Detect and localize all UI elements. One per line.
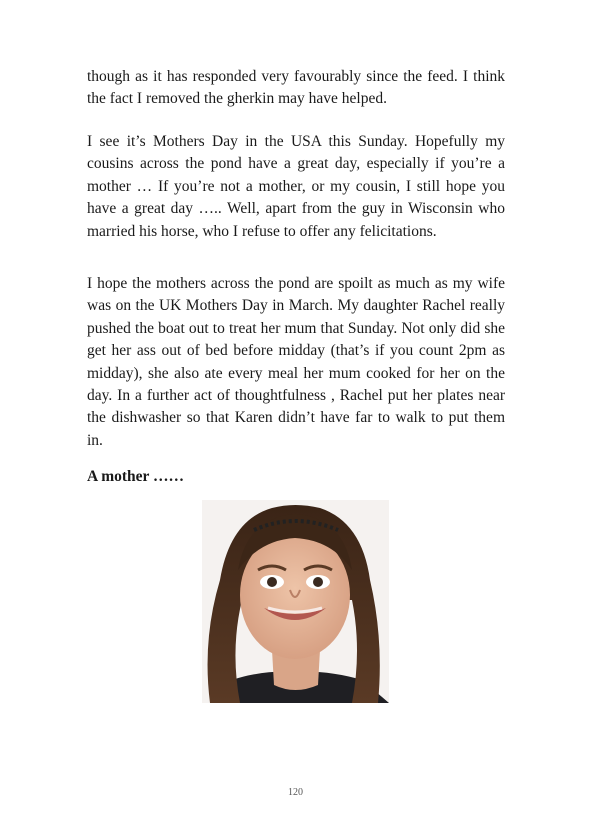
paragraph-2: I see it’s Mothers Day in the USA this Sunday. Hopefully my cousins across the pond have a great day, especially if you’re a mother … If you’re not a mother, or my cousin, I still hope you have a great day ….. Well, apart from the guy in Wisconsin who married his horse, who I refuse to offer any felicitations. [87, 133, 505, 240]
section-heading: A mother …… [87, 468, 185, 485]
left-pupil [267, 577, 277, 587]
paragraph-1: though as it has responded very favourably since the feed. I think the fact I removed the gherkin may have helped. [87, 68, 505, 108]
portrait-illustration [202, 500, 389, 703]
right-pupil [313, 577, 323, 587]
portrait-photo [202, 500, 389, 703]
page-number: 120 [288, 787, 303, 798]
paragraph-3: I hope the mothers across the pond are spoilt as much as my wife was on the UK Mothers Day in March. My daughter Rachel really pushed the boat out to treat her mum that Sunday. Not only did she get her ass out of bed before midday (that’s if you count 2pm as midday), she also ate every meal her mum cooked for her on the day. In a further act of thoughtfulness , Rachel put her plates near the dishwasher so that Karen didn’t have far to walk to put them in. [87, 275, 505, 449]
